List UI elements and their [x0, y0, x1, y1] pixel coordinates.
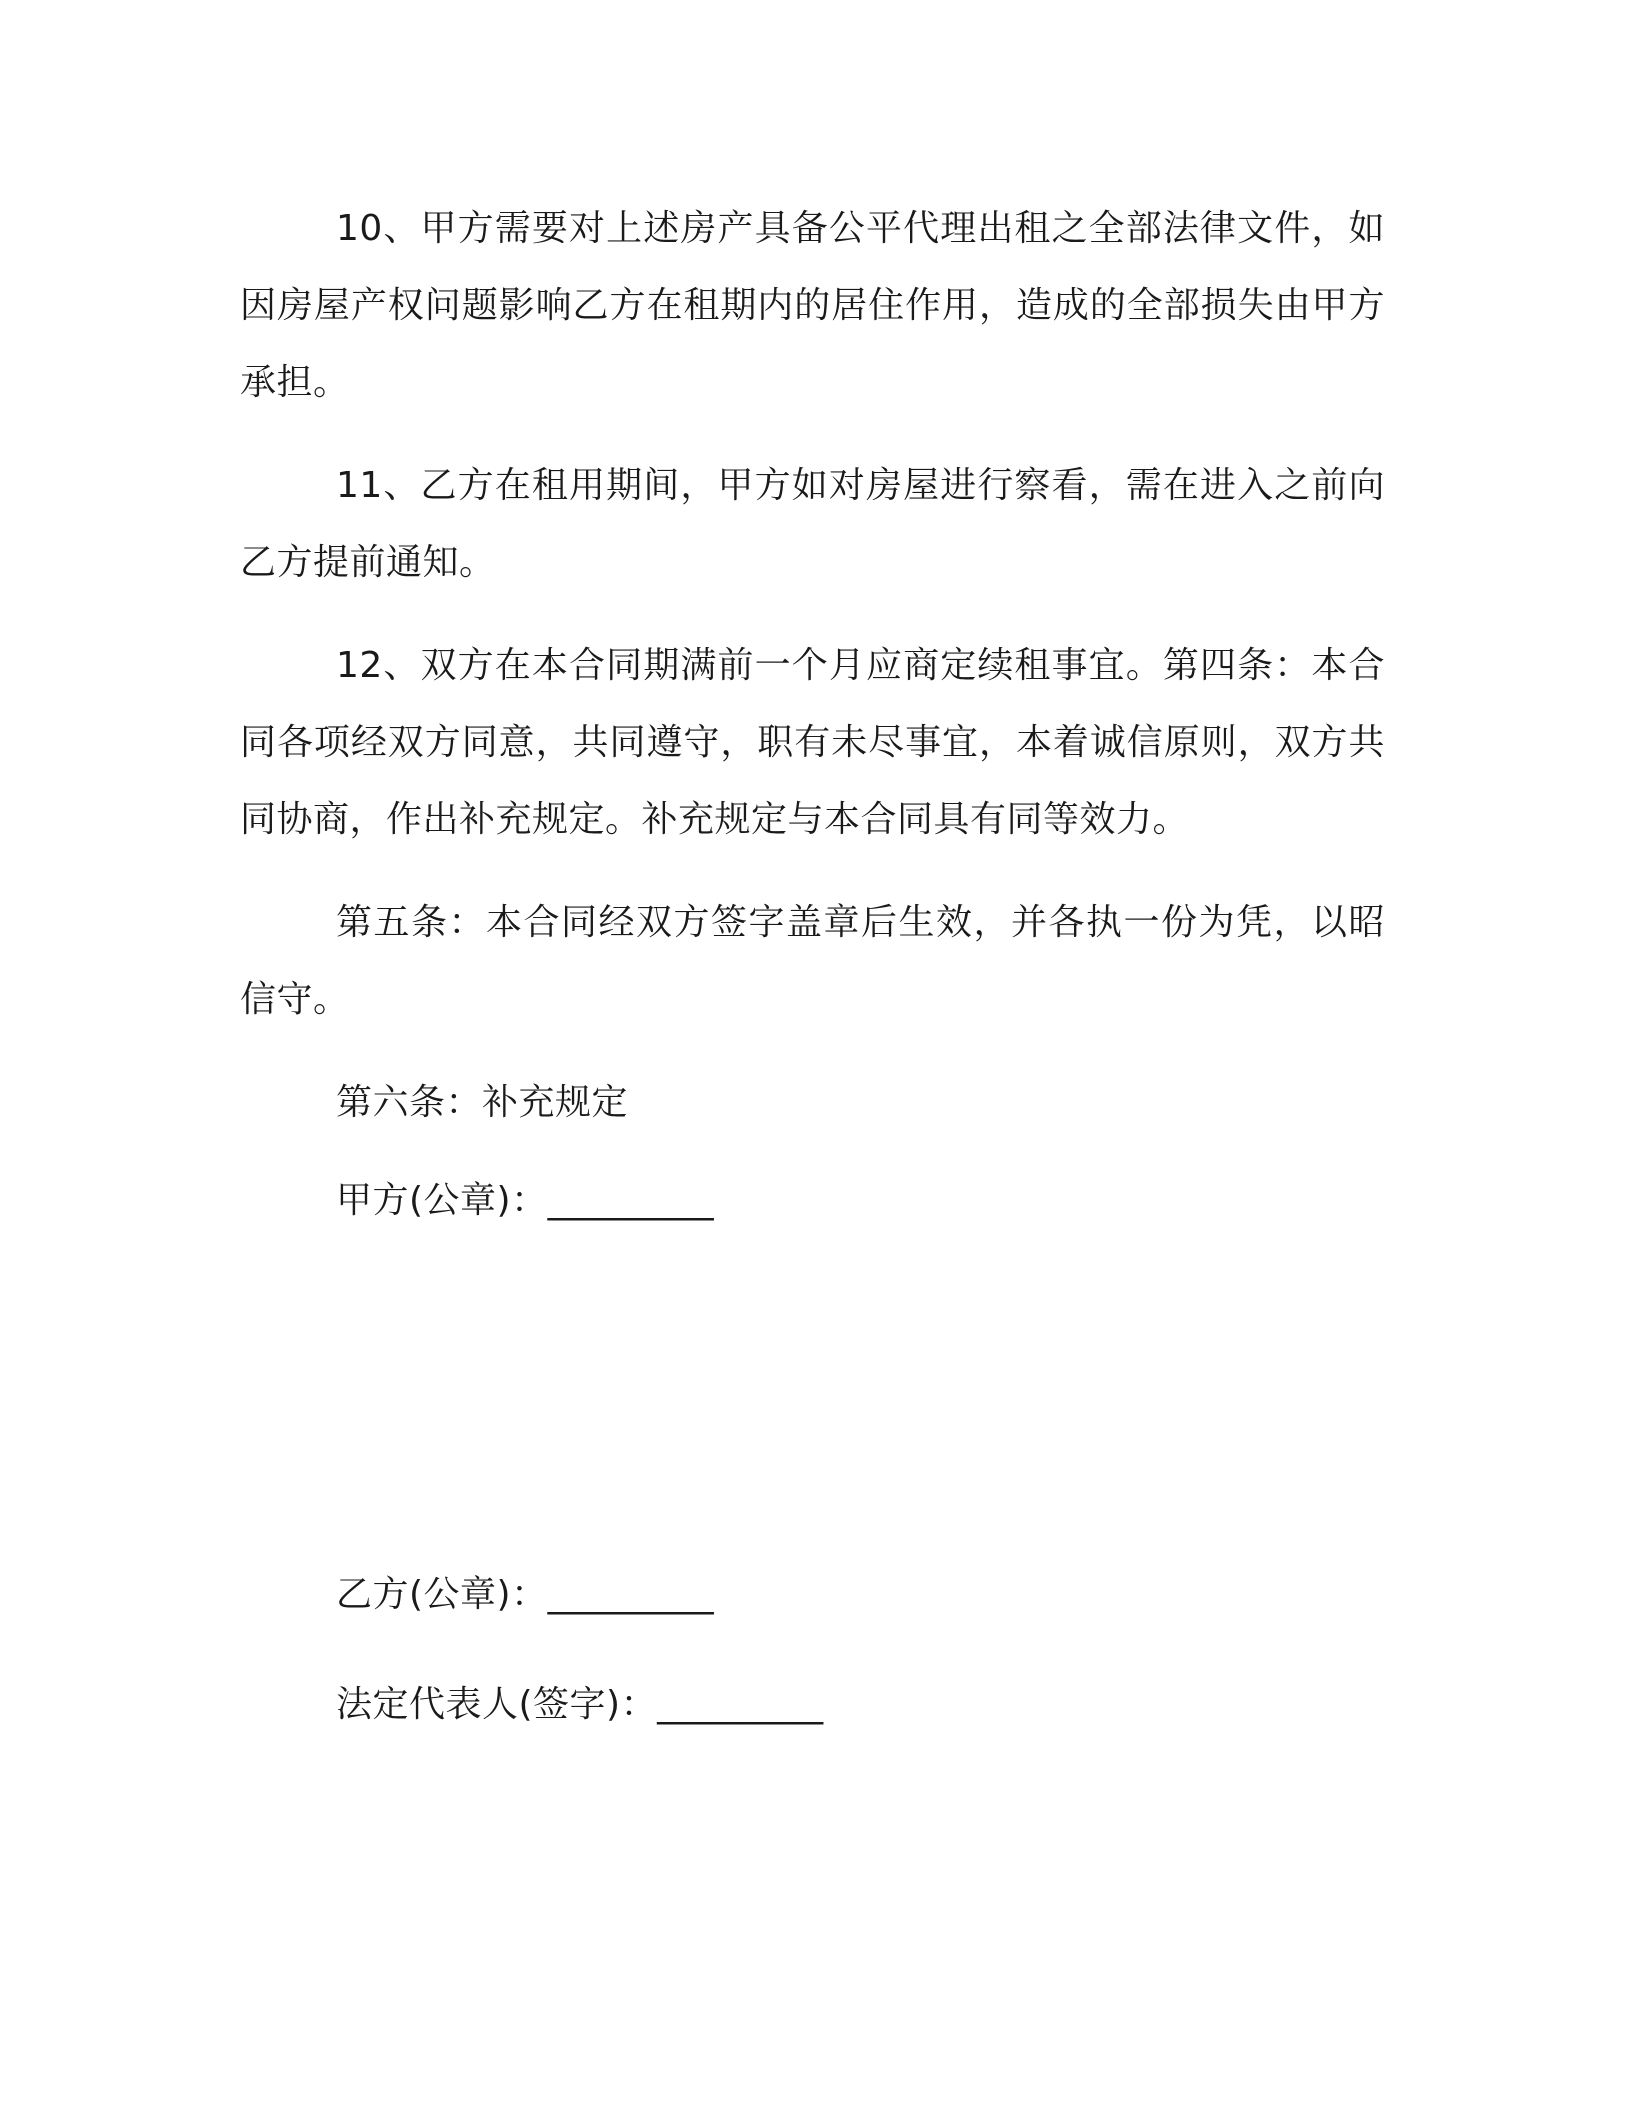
party-a-signature — [240, 1162, 714, 1239]
party-b-signature — [240, 1556, 714, 1633]
article-6: 第六条：补充规定 — [336, 1082, 629, 1123]
party-b-seal-line: 乙方(公章)：_________ — [336, 1574, 715, 1615]
legal-representative-signature — [240, 1666, 824, 1743]
clause-11: 11、乙方在租用期间，甲方如对房屋进行察看，需在进入之前向乙方提前通知。 — [240, 465, 1385, 583]
legal-rep-signature-line: 法定代表人(签字)：_________ — [336, 1684, 824, 1725]
article-5: 第五条：本合同经双方签字盖章后生效，并各执一份为凭，以昭信守。 — [240, 902, 1385, 1020]
contract-body — [240, 190, 1385, 1141]
party-a-seal-line: 甲方(公章)：_________ — [336, 1180, 715, 1221]
clause-10: 10、甲方需要对上述房产具备公平代理出租之全部法律文件，如因房屋产权问题影响乙方在租期内的居住作用，造成的全部损失由甲方承担。 — [240, 208, 1385, 403]
clause-12: 12、双方在本合同期满前一个月应商定续租事宜。第四条：本合同各项经双方同意，共同遵守，职有未尽事宜，本着诚信原则，双方共同协商，作出补充规定。补充规定与本合同具有同等效力。 — [240, 645, 1385, 840]
